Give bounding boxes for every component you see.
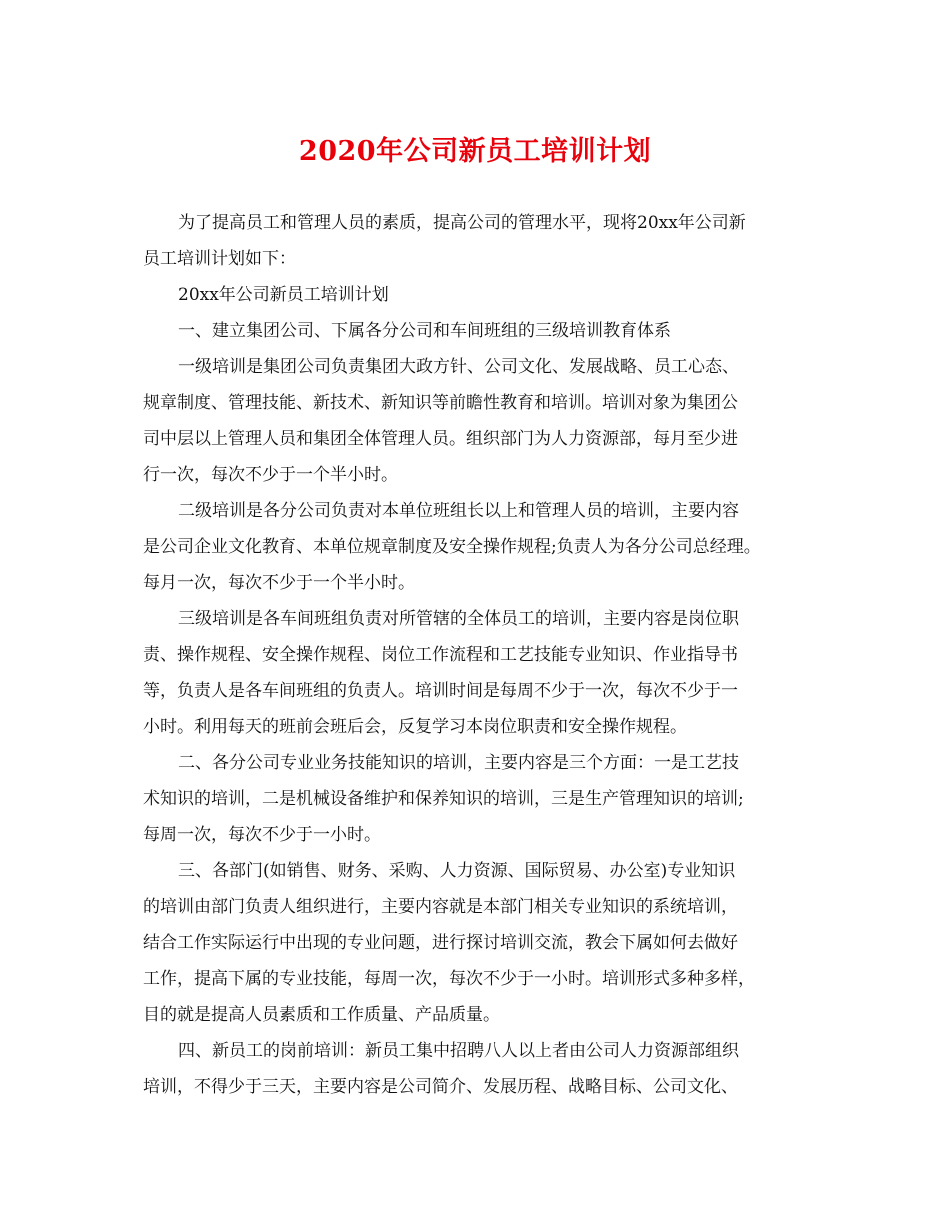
paragraph-line: 员工培训计划如下：	[143, 249, 296, 269]
paragraph-line: 行一次，每次不少于一个半小时。	[143, 465, 398, 485]
paragraph-line: 司中层以上管理人员和集团全体管理人员。组织部门为人力资源部，每月至少进	[143, 429, 738, 449]
paragraph-line: 目的就是提高人员素质和工作质量、产品质量。	[143, 1005, 500, 1025]
paragraph-line: 三级培训是各车间班组负责对所管辖的全体员工的培训，主要内容是岗位职	[178, 609, 739, 629]
paragraph-line: 规章制度、管理技能、新技术、新知识等前瞻性教育和培训。培训对象为集团公	[143, 393, 738, 413]
paragraph-line: 工作，提高下属的专业技能，每周一次，每次不少于一小时。培训形式多种多样，	[143, 969, 755, 989]
paragraph-line: 20xx年公司新员工培训计划	[178, 285, 389, 305]
paragraph-line: 等，负责人是各车间班组的负责人。培训时间是每周不少于一次，每次不少于一	[143, 681, 738, 701]
paragraph-line: 一级培训是集团公司负责集团大政方针、公司文化、发展战略、员工心态、	[178, 357, 739, 377]
paragraph-line: 术知识的培训，二是机械设备维护和保养知识的培训，三是生产管理知识的培训;	[143, 789, 744, 809]
paragraph-line: 结合工作实际运行中出现的专业问题，进行探讨培训交流，教会下属如何去做好	[143, 933, 738, 953]
section-heading: 二、各分公司专业业务技能知识的培训，主要内容是三个方面：一是工艺技	[178, 753, 739, 773]
paragraph-line: 每月一次，每次不少于一个半小时。	[143, 573, 415, 593]
paragraph-line: 责、操作规程、安全操作规程、岗位工作流程和工艺技能专业知识、作业指导书	[143, 645, 738, 665]
section-heading: 三、各部门(如销售、财务、采购、人力资源、国际贸易、办公室)专业知识	[178, 861, 736, 881]
paragraph-line: 二级培训是各分公司负责对本单位班组长以上和管理人员的培训，主要内容	[178, 501, 739, 521]
paragraph-line: 培训，不得少于三天，主要内容是公司简介、发展历程、战略目标、公司文化、	[143, 1077, 738, 1097]
section-heading: 四、新员工的岗前培训：新员工集中招聘八人以上者由公司人力资源部组织	[178, 1041, 739, 1061]
paragraph-line: 是公司企业文化教育、本单位规章制度及安全操作规程;负责人为各分公司总经理。	[143, 537, 761, 557]
paragraph-line: 的培训由部门负责人组织进行，主要内容就是本部门相关专业知识的系统培训，	[143, 897, 738, 917]
paragraph-line: 小时。利用每天的班前会班后会，反复学习本岗位职责和安全操作规程。	[143, 717, 687, 737]
paragraph-line: 为了提高员工和管理人员的素质，提高公司的管理水平，现将20xx年公司新	[178, 213, 746, 233]
document-title: 2020年公司新员工培训计划	[298, 136, 652, 167]
paragraph-line: 每周一次，每次不少于一小时。	[143, 825, 381, 845]
section-heading: 一、建立集团公司、下属各分公司和车间班组的三级培训教育体系	[178, 321, 671, 341]
